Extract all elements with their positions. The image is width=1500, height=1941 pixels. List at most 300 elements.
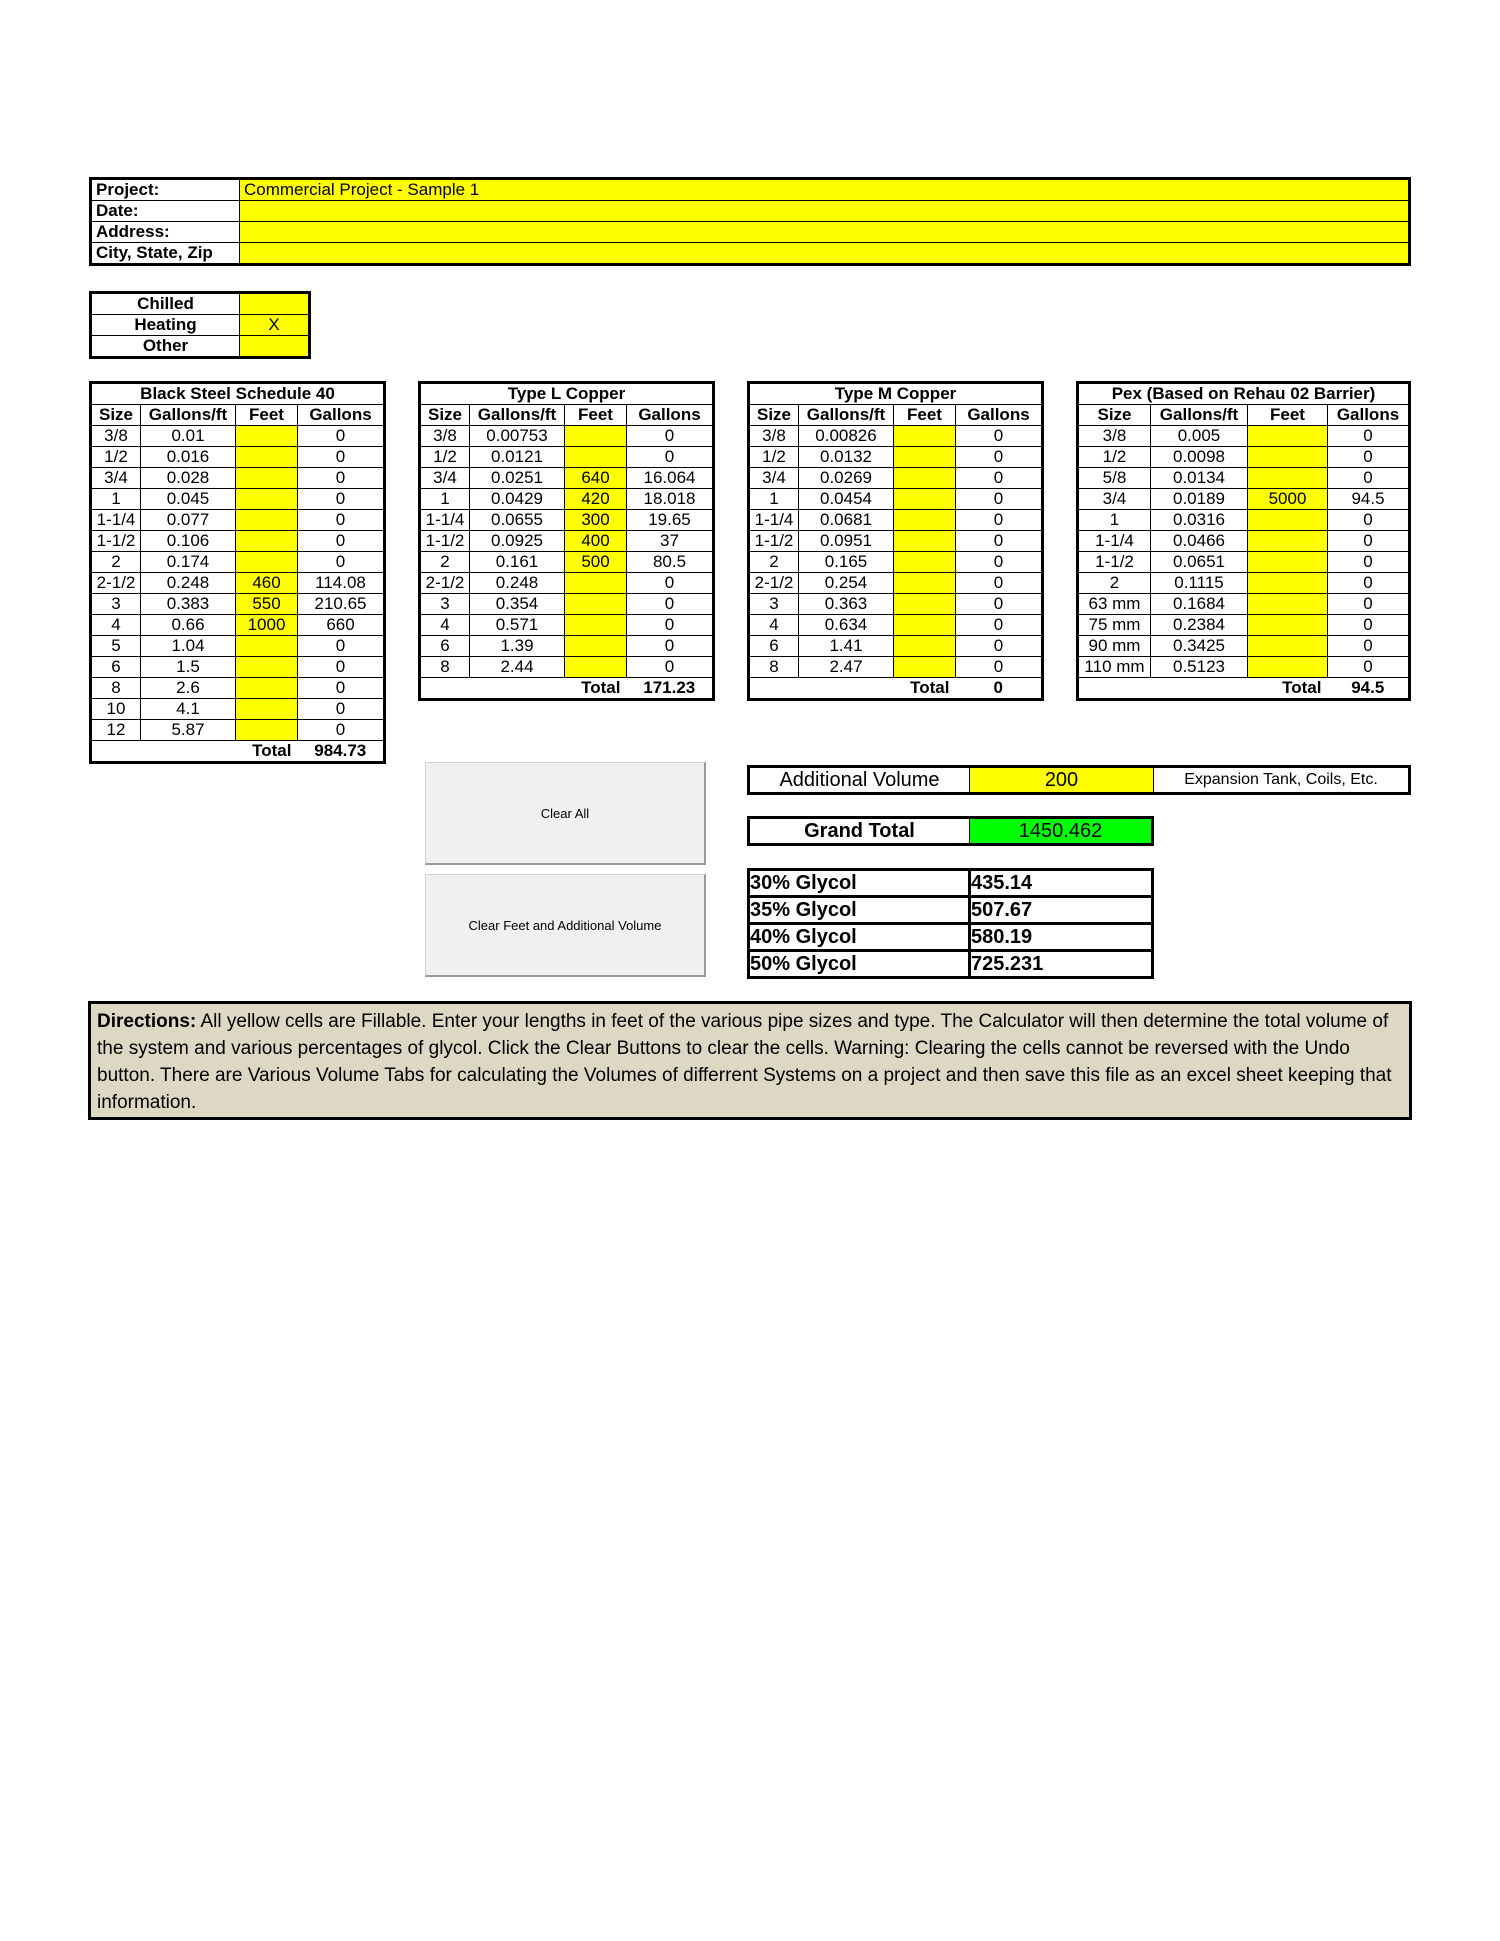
- feet-input[interactable]: [894, 468, 956, 489]
- gallons-per-ft-cell: 2.44: [470, 657, 565, 678]
- gallons-per-ft-cell: 0.254: [799, 573, 894, 594]
- grand-total-value: 1450.462: [970, 818, 1153, 845]
- gallons-per-ft-cell: 0.00826: [799, 426, 894, 447]
- project-field-input[interactable]: [240, 222, 1410, 243]
- gallons-cell: 0: [1328, 615, 1410, 636]
- gallons-per-ft-cell: 0.0316: [1151, 510, 1248, 531]
- size-cell: 1/2: [420, 447, 470, 468]
- project-field-input[interactable]: [240, 243, 1410, 265]
- gallons-per-ft-cell: 0.0121: [470, 447, 565, 468]
- glycol-value: 507.67: [970, 897, 1153, 924]
- table-header-row: [91, 405, 385, 426]
- size-cell: 63 mm: [1078, 594, 1151, 615]
- total-value: 0: [956, 678, 1043, 700]
- table-row: [91, 552, 385, 573]
- gallons-cell: 0: [956, 510, 1043, 531]
- gallons-per-ft-cell: 0.106: [141, 531, 236, 552]
- size-cell: 1/2: [749, 447, 799, 468]
- gallons-per-ft-cell: 0.1684: [1151, 594, 1248, 615]
- project-info-table: [89, 177, 1411, 266]
- feet-input[interactable]: [236, 447, 298, 468]
- size-cell: 2: [91, 552, 141, 573]
- feet-input[interactable]: [894, 594, 956, 615]
- gallons-per-ft-cell: 0.005: [1151, 426, 1248, 447]
- table-row: [420, 510, 714, 531]
- table-row: [1078, 615, 1410, 636]
- size-cell: 5/8: [1078, 468, 1151, 489]
- gallons-per-ft-cell: 4.1: [141, 699, 236, 720]
- gallons-per-ft-cell: 0.174: [141, 552, 236, 573]
- gallons-cell: 0: [956, 657, 1043, 678]
- size-cell: 1-1/2: [91, 531, 141, 552]
- size-cell: 1-1/2: [749, 531, 799, 552]
- feet-input[interactable]: [894, 636, 956, 657]
- gallons-cell: 0: [1328, 636, 1410, 657]
- feet-input[interactable]: [236, 657, 298, 678]
- gallons-cell: 0: [956, 531, 1043, 552]
- feet-input[interactable]: [565, 657, 627, 678]
- gallons-cell: 0: [298, 468, 385, 489]
- gallons-cell: 0: [956, 594, 1043, 615]
- gallons-cell: 0: [956, 489, 1043, 510]
- size-cell: 8: [749, 657, 799, 678]
- gallons-per-ft-cell: 0.634: [799, 615, 894, 636]
- column-header: Size: [749, 405, 799, 426]
- gallons-per-ft-cell: 1.5: [141, 657, 236, 678]
- column-header: Feet: [565, 405, 627, 426]
- system-type-input[interactable]: X: [240, 315, 310, 336]
- gallons-cell: 0: [627, 447, 714, 468]
- project-field-label: Date:: [91, 201, 240, 222]
- project-field-input[interactable]: [240, 201, 1410, 222]
- gallons-cell: 0: [956, 615, 1043, 636]
- table-title-row: [749, 383, 1043, 405]
- size-cell: 1-1/4: [749, 510, 799, 531]
- glycol-label: 35% Glycol: [749, 897, 970, 924]
- feet-input[interactable]: [565, 573, 627, 594]
- column-header: Gallons: [1328, 405, 1410, 426]
- size-cell: 110 mm: [1078, 657, 1151, 678]
- size-cell: 4: [91, 615, 141, 636]
- type-m-copper-table: [747, 381, 1044, 701]
- feet-input[interactable]: 400: [565, 531, 627, 552]
- feet-input[interactable]: 420: [565, 489, 627, 510]
- directions-heading: Directions:: [97, 1011, 197, 1032]
- gallons-per-ft-cell: 0.161: [470, 552, 565, 573]
- gallons-cell: 0: [956, 426, 1043, 447]
- feet-input[interactable]: [1248, 657, 1328, 678]
- feet-input[interactable]: 300: [565, 510, 627, 531]
- table-row: [420, 531, 714, 552]
- size-cell: 8: [420, 657, 470, 678]
- table-header-row: [749, 405, 1043, 426]
- gallons-cell: 0: [1328, 531, 1410, 552]
- feet-input[interactable]: [565, 447, 627, 468]
- project-row: [91, 222, 1410, 243]
- gallons-per-ft-cell: 2.47: [799, 657, 894, 678]
- system-type-row: [91, 336, 310, 358]
- table-row: [749, 531, 1043, 552]
- size-cell: 90 mm: [1078, 636, 1151, 657]
- table-row: [420, 468, 714, 489]
- table-row: [749, 657, 1043, 678]
- feet-input[interactable]: [1248, 447, 1328, 468]
- additional-volume-label: Additional Volume: [749, 767, 970, 794]
- gallons-per-ft-cell: 0.248: [141, 573, 236, 594]
- size-cell: 1/2: [1078, 447, 1151, 468]
- clear-all-button[interactable]: Clear All: [425, 762, 706, 865]
- gallons-cell: 0: [298, 426, 385, 447]
- feet-input[interactable]: 500: [565, 552, 627, 573]
- total-value: 171.23: [627, 678, 714, 700]
- directions-box: [88, 1001, 1412, 1120]
- gallons-per-ft-cell: 0.165: [799, 552, 894, 573]
- gallons-cell: 18.018: [627, 489, 714, 510]
- feet-input[interactable]: [1248, 552, 1328, 573]
- feet-input[interactable]: [236, 426, 298, 447]
- table-row: [91, 657, 385, 678]
- size-cell: 1-1/4: [1078, 531, 1151, 552]
- gallons-cell: 210.65: [298, 594, 385, 615]
- column-header: Gallons: [627, 405, 714, 426]
- project-row: [91, 179, 1410, 201]
- gallons-per-ft-cell: 0.1115: [1151, 573, 1248, 594]
- table-row: [1078, 531, 1410, 552]
- clear-feet-and-additional-volume-button[interactable]: Clear Feet and Additional Volume: [425, 874, 706, 977]
- total-row: [749, 678, 1043, 700]
- system-type-input[interactable]: [240, 293, 310, 315]
- table-row: [420, 657, 714, 678]
- column-header: Gallons: [956, 405, 1043, 426]
- feet-input[interactable]: 1000: [236, 615, 298, 636]
- system-type-row: [91, 315, 310, 336]
- size-cell: 3/4: [420, 468, 470, 489]
- column-header: Size: [91, 405, 141, 426]
- total-label: Total: [91, 741, 298, 763]
- gallons-cell: 0: [627, 594, 714, 615]
- total-value: 984.73: [298, 741, 385, 763]
- project-field-input[interactable]: Commercial Project - Sample 1: [240, 179, 1410, 201]
- size-cell: 1-1/2: [420, 531, 470, 552]
- feet-input[interactable]: [236, 636, 298, 657]
- feet-input[interactable]: [565, 615, 627, 636]
- table-row: [1078, 573, 1410, 594]
- directions-text: All yellow cells are Fillable. Enter your lengths in feet of the various pipe sizes and type. The Calculator will then determine the total volume of the system and various percentages of glycol. Click the Clear Buttons to clear the cells. Warning: Clearing the cells cannot be reversed with the Undo button. There are Various Volume Tabs for calculating the Volumes of differrent Systems on a project and then save this file as an excel sheet keeping that information.: [97, 1011, 1392, 1113]
- size-cell: 12: [91, 720, 141, 741]
- column-header: Gallons/ft: [799, 405, 894, 426]
- gallons-per-ft-cell: 0.0951: [799, 531, 894, 552]
- project-row: [91, 201, 1410, 222]
- total-label: Total: [1078, 678, 1328, 700]
- feet-input[interactable]: [1248, 636, 1328, 657]
- column-header: Size: [1078, 405, 1151, 426]
- additional-volume-input[interactable]: 200: [970, 767, 1154, 794]
- black-steel-table: [89, 381, 386, 764]
- size-cell: 2-1/2: [749, 573, 799, 594]
- table-row: [91, 531, 385, 552]
- grand-total-table: [747, 816, 1154, 846]
- size-cell: 1: [749, 489, 799, 510]
- glycol-value: 435.14: [970, 870, 1153, 897]
- feet-input[interactable]: [894, 447, 956, 468]
- feet-input[interactable]: [894, 615, 956, 636]
- gallons-per-ft-cell: 0.2384: [1151, 615, 1248, 636]
- size-cell: 6: [420, 636, 470, 657]
- total-label: Total: [749, 678, 956, 700]
- table-title-row: [420, 383, 714, 405]
- gallons-per-ft-cell: 0.077: [141, 510, 236, 531]
- gallons-per-ft-cell: 1.04: [141, 636, 236, 657]
- feet-input[interactable]: [894, 657, 956, 678]
- feet-input[interactable]: [1248, 531, 1328, 552]
- size-cell: 1-1/4: [91, 510, 141, 531]
- feet-input[interactable]: [1248, 468, 1328, 489]
- feet-input[interactable]: 5000: [1248, 489, 1328, 510]
- gallons-cell: 94.5: [1328, 489, 1410, 510]
- feet-input[interactable]: [1248, 573, 1328, 594]
- table-row: [420, 552, 714, 573]
- gallons-cell: 0: [298, 552, 385, 573]
- column-header: Size: [420, 405, 470, 426]
- size-cell: 3/4: [91, 468, 141, 489]
- size-cell: 3/8: [420, 426, 470, 447]
- type-l-copper-table: [418, 381, 715, 701]
- gallons-per-ft-cell: 0.0651: [1151, 552, 1248, 573]
- glycol-label: 30% Glycol: [749, 870, 970, 897]
- size-cell: 2-1/2: [420, 573, 470, 594]
- size-cell: 4: [749, 615, 799, 636]
- feet-input[interactable]: [236, 489, 298, 510]
- table-row: [1078, 636, 1410, 657]
- size-cell: 1: [91, 489, 141, 510]
- gallons-per-ft-cell: 0.0681: [799, 510, 894, 531]
- size-cell: 1/2: [91, 447, 141, 468]
- gallons-per-ft-cell: 0.5123: [1151, 657, 1248, 678]
- feet-input[interactable]: [236, 468, 298, 489]
- size-cell: 6: [91, 657, 141, 678]
- type-m-copper-title: Type M Copper: [749, 383, 1043, 405]
- feet-input[interactable]: [236, 699, 298, 720]
- table-row: [91, 615, 385, 636]
- table-row: [1078, 426, 1410, 447]
- table-row: [1078, 468, 1410, 489]
- project-field-label: Project:: [91, 179, 240, 201]
- gallons-cell: 0: [956, 636, 1043, 657]
- gallons-per-ft-cell: 1.41: [799, 636, 894, 657]
- gallons-cell: 0: [956, 573, 1043, 594]
- table-row: [91, 468, 385, 489]
- table-row: [420, 426, 714, 447]
- size-cell: 6: [749, 636, 799, 657]
- feet-input[interactable]: [894, 531, 956, 552]
- gallons-cell: 0: [627, 657, 714, 678]
- size-cell: 1: [420, 489, 470, 510]
- feet-input[interactable]: [1248, 426, 1328, 447]
- gallons-cell: 0: [627, 426, 714, 447]
- feet-input[interactable]: [1248, 594, 1328, 615]
- column-header: Gallons: [298, 405, 385, 426]
- table-row: [91, 678, 385, 699]
- system-type-input[interactable]: [240, 336, 310, 358]
- table-row: [749, 447, 1043, 468]
- gallons-cell: 37: [627, 531, 714, 552]
- table-row: [749, 573, 1043, 594]
- system-type-row: [91, 293, 310, 315]
- feet-input[interactable]: [565, 426, 627, 447]
- gallons-per-ft-cell: 0.0251: [470, 468, 565, 489]
- size-cell: 4: [420, 615, 470, 636]
- gallons-per-ft-cell: 5.87: [141, 720, 236, 741]
- table-title-row: [91, 383, 385, 405]
- size-cell: 2: [749, 552, 799, 573]
- glycol-row: [749, 924, 1153, 951]
- gallons-cell: 0: [956, 447, 1043, 468]
- gallons-per-ft-cell: 0.571: [470, 615, 565, 636]
- system-type-label: Heating: [91, 315, 240, 336]
- gallons-per-ft-cell: 0.383: [141, 594, 236, 615]
- gallons-cell: 0: [1328, 657, 1410, 678]
- feet-input[interactable]: [894, 489, 956, 510]
- feet-input[interactable]: [1248, 615, 1328, 636]
- gallons-cell: 114.08: [298, 573, 385, 594]
- feet-input[interactable]: [894, 573, 956, 594]
- gallons-per-ft-cell: 1.39: [470, 636, 565, 657]
- glycol-row: [749, 897, 1153, 924]
- size-cell: 2-1/2: [91, 573, 141, 594]
- gallons-per-ft-cell: 0.363: [799, 594, 894, 615]
- table-row: [91, 489, 385, 510]
- grand-total-label: Grand Total: [749, 818, 970, 845]
- gallons-per-ft-cell: 0.248: [470, 573, 565, 594]
- feet-input[interactable]: [236, 552, 298, 573]
- glycol-value: 580.19: [970, 924, 1153, 951]
- table-row: [749, 468, 1043, 489]
- type-l-copper-title: Type L Copper: [420, 383, 714, 405]
- table-row: [91, 699, 385, 720]
- size-cell: 3: [749, 594, 799, 615]
- gallons-per-ft-cell: 0.0655: [470, 510, 565, 531]
- size-cell: 3/8: [1078, 426, 1151, 447]
- table-row: [91, 636, 385, 657]
- gallons-cell: 0: [298, 510, 385, 531]
- gallons-per-ft-cell: 0.0454: [799, 489, 894, 510]
- size-cell: 1: [1078, 510, 1151, 531]
- gallons-per-ft-cell: 0.0134: [1151, 468, 1248, 489]
- table-row: [420, 594, 714, 615]
- gallons-cell: 0: [1328, 468, 1410, 489]
- table-header-row: [1078, 405, 1410, 426]
- table-row: [749, 552, 1043, 573]
- gallons-cell: 0: [627, 615, 714, 636]
- table-row: [420, 573, 714, 594]
- size-cell: 3: [420, 594, 470, 615]
- table-row: [1078, 657, 1410, 678]
- system-type-label: Chilled: [91, 293, 240, 315]
- gallons-cell: 0: [1328, 594, 1410, 615]
- gallons-cell: 0: [298, 657, 385, 678]
- feet-input[interactable]: [894, 552, 956, 573]
- gallons-per-ft-cell: 0.0429: [470, 489, 565, 510]
- gallons-per-ft-cell: 0.0925: [470, 531, 565, 552]
- black-steel-title: Black Steel Schedule 40: [91, 383, 385, 405]
- size-cell: 3/4: [749, 468, 799, 489]
- glycol-label: 50% Glycol: [749, 951, 970, 978]
- table-row: [91, 447, 385, 468]
- gallons-per-ft-cell: 0.354: [470, 594, 565, 615]
- additional-volume-table: [747, 765, 1411, 795]
- gallons-per-ft-cell: 0.045: [141, 489, 236, 510]
- size-cell: 2: [1078, 573, 1151, 594]
- total-row: [91, 741, 385, 763]
- feet-input[interactable]: [565, 636, 627, 657]
- gallons-cell: 19.65: [627, 510, 714, 531]
- feet-input[interactable]: 460: [236, 573, 298, 594]
- glycol-value: 725.231: [970, 951, 1153, 978]
- table-row: [749, 594, 1043, 615]
- table-row: [749, 636, 1043, 657]
- feet-input[interactable]: [894, 510, 956, 531]
- feet-input[interactable]: [236, 510, 298, 531]
- table-row: [749, 426, 1043, 447]
- gallons-cell: 0: [1328, 426, 1410, 447]
- feet-input[interactable]: [236, 678, 298, 699]
- feet-input[interactable]: [236, 531, 298, 552]
- table-row: [91, 573, 385, 594]
- gallons-per-ft-cell: 0.66: [141, 615, 236, 636]
- gallons-per-ft-cell: 0.3425: [1151, 636, 1248, 657]
- feet-input[interactable]: 640: [565, 468, 627, 489]
- gallons-per-ft-cell: 0.0269: [799, 468, 894, 489]
- feet-input[interactable]: [894, 426, 956, 447]
- size-cell: 1-1/4: [420, 510, 470, 531]
- gallons-cell: 0: [956, 468, 1043, 489]
- total-row: [1078, 678, 1410, 700]
- table-row: [91, 720, 385, 741]
- gallons-cell: 0: [956, 552, 1043, 573]
- table-row: [1078, 489, 1410, 510]
- gallons-per-ft-cell: 0.028: [141, 468, 236, 489]
- table-row: [1078, 594, 1410, 615]
- feet-input[interactable]: [1248, 510, 1328, 531]
- column-header: Feet: [236, 405, 298, 426]
- project-row: [91, 243, 1410, 265]
- gallons-per-ft-cell: 0.0132: [799, 447, 894, 468]
- table-row: [91, 510, 385, 531]
- size-cell: 1-1/2: [1078, 552, 1151, 573]
- gallons-cell: 0: [298, 447, 385, 468]
- table-row: [420, 615, 714, 636]
- size-cell: 2: [420, 552, 470, 573]
- gallons-per-ft-cell: 0.01: [141, 426, 236, 447]
- size-cell: 8: [91, 678, 141, 699]
- table-row: [91, 594, 385, 615]
- gallons-cell: 0: [1328, 510, 1410, 531]
- gallons-cell: 0: [1328, 447, 1410, 468]
- table-row: [749, 510, 1043, 531]
- feet-input[interactable]: [236, 720, 298, 741]
- gallons-cell: 0: [298, 531, 385, 552]
- table-row: [749, 615, 1043, 636]
- feet-input[interactable]: [565, 594, 627, 615]
- gallons-cell: 80.5: [627, 552, 714, 573]
- gallons-cell: 0: [1328, 552, 1410, 573]
- gallons-cell: 0: [298, 636, 385, 657]
- additional-volume-note: Expansion Tank, Coils, Etc.: [1154, 767, 1410, 794]
- feet-input[interactable]: 550: [236, 594, 298, 615]
- project-field-label: City, State, Zip: [91, 243, 240, 265]
- gallons-per-ft-cell: 0.0466: [1151, 531, 1248, 552]
- glycol-table: [747, 868, 1154, 979]
